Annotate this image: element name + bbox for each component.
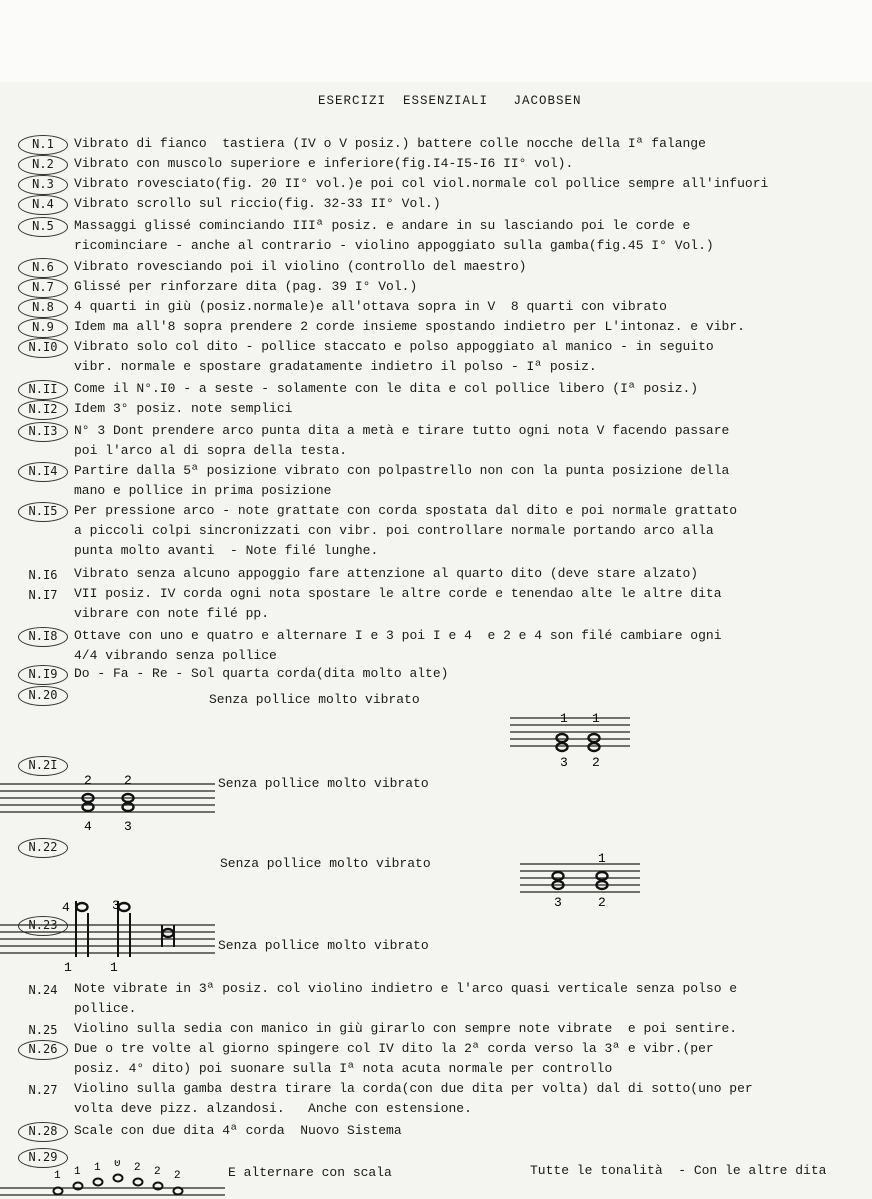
fingering-n29: 1 bbox=[54, 1170, 61, 1182]
exercise-text: 4 quarti in giù (posiz.normale)e all'ottava sopra in V 8 quarti con vibrato bbox=[74, 299, 667, 314]
fingering-n21-right-top: 2 bbox=[124, 773, 132, 788]
exercise-number: N.3 bbox=[18, 175, 68, 195]
fingering-n22-top-right: 1 bbox=[598, 852, 606, 866]
caption-n23: Senza pollice molto vibrato bbox=[218, 938, 429, 953]
exercise-number: N.II bbox=[18, 380, 68, 400]
exercise-text: pollice. bbox=[74, 1001, 137, 1016]
exercise-item bbox=[18, 686, 872, 706]
fingering-n29: 1 bbox=[94, 1162, 101, 1174]
exercise-text: Vibrato rovesciando poi il violino (controllo del maestro) bbox=[74, 259, 527, 274]
fingering-n21-right-bottom: 3 bbox=[124, 819, 132, 834]
exercise-number: N.I6 bbox=[28, 568, 58, 582]
caption-n21: Senza pollice molto vibrato bbox=[218, 776, 429, 791]
exercise-text: poi l'arco al di sopra della testa. bbox=[74, 443, 348, 458]
exercise-number: N.23 bbox=[18, 916, 68, 936]
exercise-item bbox=[18, 400, 872, 420]
exercise-text: mano e pollice in prima posizione bbox=[74, 483, 332, 498]
fingering-n21-left-bottom: 4 bbox=[84, 819, 92, 834]
exercise-number: N.28 bbox=[18, 1122, 68, 1142]
exercise-number: N.24 bbox=[28, 983, 58, 997]
exercise-text: Violino sulla gamba destra tirare la corda(con due dita per volta) dal di sotto(uno per bbox=[74, 1081, 753, 1096]
exercise-number: N.1 bbox=[18, 135, 68, 155]
exercise-item bbox=[18, 1040, 872, 1076]
exercise-number: N.I0 bbox=[18, 338, 68, 358]
exercise-number: N.8 bbox=[18, 298, 68, 318]
exercise-text: Do - Fa - Re - Sol quarta corda(dita molto alte) bbox=[74, 666, 449, 681]
exercise-text: Come il N°.I0 - a seste - solamente con le dita e col pollice libero (Iª posiz.) bbox=[74, 381, 699, 396]
fingering-n29: 1 bbox=[74, 1166, 81, 1178]
fingering-n20-bottom-left: 3 bbox=[560, 755, 568, 770]
exercise-text: Idem ma all'8 sopra prendere 2 corde insieme spostando indietro per L'intonaz. e vibr. bbox=[74, 319, 745, 334]
exercise-item bbox=[18, 195, 872, 215]
exercise-number: N.9 bbox=[18, 318, 68, 338]
exercise-item bbox=[18, 585, 872, 621]
exercise-item bbox=[18, 502, 872, 558]
exercise-text: 4/4 vibrando senza pollice bbox=[74, 648, 277, 663]
exercise-item bbox=[18, 1020, 872, 1040]
fingering-n29: 2 bbox=[154, 1166, 161, 1178]
exercise-text: Vibrato rovesciato(fig. 20 II° vol.)e poi col viol.normale col pollice sempre all'infuori bbox=[74, 176, 769, 191]
fingering-n23-bottom-left: 1 bbox=[64, 960, 72, 975]
exercise-number: N.4 bbox=[18, 195, 68, 215]
page-top-margin bbox=[0, 0, 872, 82]
exercise-item bbox=[18, 217, 872, 253]
exercise-text: Note vibrate in 3ª posiz. col violino indietro e l'arco quasi verticale senza polso e bbox=[74, 981, 738, 996]
exercise-number: N.2I bbox=[18, 756, 68, 776]
exercise-item bbox=[18, 1122, 872, 1142]
exercise-number: N.I4 bbox=[18, 462, 68, 482]
exercise-item bbox=[18, 980, 872, 1016]
exercise-item bbox=[18, 380, 872, 400]
exercise-text: Violino sulla sedia con manico in giù girarlo con sempre note vibrate e poi sentire. bbox=[74, 1021, 738, 1036]
exercise-number: N.2 bbox=[18, 155, 68, 175]
exercise-text: Vibrato scrollo sul riccio(fig. 32-33 II° Vol.) bbox=[74, 196, 441, 211]
exercise-number: N.I7 bbox=[28, 588, 58, 602]
exercise-item bbox=[18, 1080, 872, 1116]
exercise-text: vibrare con note filé pp. bbox=[74, 606, 270, 621]
fingering-n20-bottom-right: 2 bbox=[592, 755, 600, 770]
exercise-item bbox=[18, 135, 872, 155]
exercise-number: N.25 bbox=[28, 1023, 58, 1037]
exercise-number: N.27 bbox=[28, 1083, 58, 1097]
exercise-number: N.I3 bbox=[18, 422, 68, 442]
fingering-n22-bottom-right: 2 bbox=[598, 895, 606, 910]
exercise-number: N.6 bbox=[18, 258, 68, 278]
exercise-item bbox=[18, 258, 872, 278]
exercise-text: Massaggi glissé cominciando IIIª posiz. e andare in su lasciando poi le corde e bbox=[74, 218, 691, 233]
caption-n20: Senza pollice molto vibrato bbox=[209, 692, 420, 707]
fingering-n23-bottom-right: 1 bbox=[110, 960, 118, 975]
exercise-text: punta molto avanti - Note filé lunghe. bbox=[74, 543, 379, 558]
exercise-number: N.I5 bbox=[18, 502, 68, 522]
music-staff-n20 bbox=[510, 700, 630, 770]
exercise-text: Due o tre volte al giorno spingere col IV dito la 2ª corda verso la 3ª e vibr.(per bbox=[74, 1041, 714, 1056]
exercise-number: N.22 bbox=[18, 838, 68, 858]
music-staff-n23 bbox=[0, 895, 215, 975]
fingering-n22-bottom-left: 3 bbox=[554, 895, 562, 910]
exercise-item bbox=[18, 422, 872, 458]
caption-n22: Senza pollice molto vibrato bbox=[220, 856, 431, 871]
music-staff-n29 bbox=[0, 1160, 225, 1199]
exercise-text: volta deve pizz. alzandosi. Anche con estensione. bbox=[74, 1101, 472, 1116]
exercise-text: Scale con due dita 4ª corda Nuovo Sistema bbox=[74, 1123, 402, 1138]
music-staff-n22 bbox=[520, 852, 640, 910]
fingering-n23-left-top: 4 bbox=[62, 900, 70, 915]
fingering-n29: 2 bbox=[174, 1170, 181, 1182]
exercise-text: Glissé per rinforzare dita (pag. 39 I° Vol.) bbox=[74, 279, 418, 294]
fingering-n29: 2 bbox=[134, 1162, 141, 1174]
exercise-text: Partire dalla 5ª posizione vibrato con polpastrello non con la punta posizione della bbox=[74, 463, 730, 478]
exercise-number: N.20 bbox=[18, 686, 68, 706]
exercise-item bbox=[18, 665, 872, 685]
exercise-number: N.7 bbox=[18, 278, 68, 298]
exercise-number: N.I8 bbox=[18, 627, 68, 647]
exercise-text: Idem 3° posiz. note semplici bbox=[74, 401, 293, 416]
fingering-n20-top: 1 bbox=[560, 711, 568, 726]
fingering-n21-left-top: 2 bbox=[84, 773, 92, 788]
exercise-item bbox=[18, 462, 872, 498]
page-title: ESERCIZI ESSENZIALI JACOBSEN bbox=[318, 94, 582, 108]
exercise-item bbox=[18, 627, 872, 663]
music-staff-n21 bbox=[0, 772, 215, 842]
exercise-item bbox=[18, 338, 872, 374]
exercise-item bbox=[18, 298, 872, 318]
exercise-text: vibr. normale e spostare gradatamente indietro il polso - Iª posiz. bbox=[74, 359, 597, 374]
exercise-text: ricominciare - anche al contrario - violino appoggiato sulla gamba(fig.45 I° Vol.) bbox=[74, 238, 714, 253]
exercise-text: a piccoli colpi sincronizzati con vibr. poi controllare normale portando arco alla bbox=[74, 523, 714, 538]
exercise-item bbox=[18, 565, 872, 585]
exercise-text: Vibrato solo col dito - pollice staccato e polso appoggiato al manico - in seguito bbox=[74, 339, 714, 354]
fingering-n23-right-top: 3 bbox=[112, 898, 120, 913]
exercise-number: N.5 bbox=[18, 217, 68, 237]
exercise-text: Vibrato con muscolo superiore e inferiore(fig.I4-I5-I6 II° vol). bbox=[74, 156, 574, 171]
exercise-item bbox=[18, 175, 872, 195]
exercise-item bbox=[18, 278, 872, 298]
exercise-text: Vibrato senza alcuno appoggio fare attenzione al quarto dito (deve stare alzato) bbox=[74, 566, 699, 581]
exercise-text: VII posiz. IV corda ogni nota spostare le altre corde e tenendao alte le altre dita bbox=[74, 586, 722, 601]
exercise-text: Per pressione arco - note grattate con corda spostata dal dito e poi normale grattato bbox=[74, 503, 738, 518]
exercise-item bbox=[18, 155, 872, 175]
exercise-text: Ottave con uno e quatro e alternare I e 3 poi I e 4 e 2 e 4 son filé cambiare ogni bbox=[74, 628, 722, 643]
exercise-text: posiz. 4° dito) poi suonare sulla Iª nota acuta normale per controllo bbox=[74, 1061, 613, 1076]
exercise-number: N.26 bbox=[18, 1040, 68, 1060]
exercise-number: N.I9 bbox=[18, 665, 68, 685]
fingering-n20-top-right: 1 bbox=[592, 711, 600, 726]
exercise-number: N.29 bbox=[18, 1148, 68, 1168]
fingering-n29: 0 bbox=[114, 1160, 121, 1170]
exercise-item bbox=[18, 318, 872, 338]
exercise-number: N.I2 bbox=[18, 400, 68, 420]
exercise-text: Vibrato di fianco tastiera (IV o V posiz.) battere colle nocche della Iª falange bbox=[74, 136, 706, 151]
exercise-text: N° 3 Dont prendere arco punta dita a metà e tirare tutto ogni nota V facendo passare bbox=[74, 423, 730, 438]
caption-n29a: E alternare con scala bbox=[228, 1165, 392, 1180]
caption-n29b: Tutte le tonalità - Con le altre dita bbox=[530, 1163, 827, 1178]
